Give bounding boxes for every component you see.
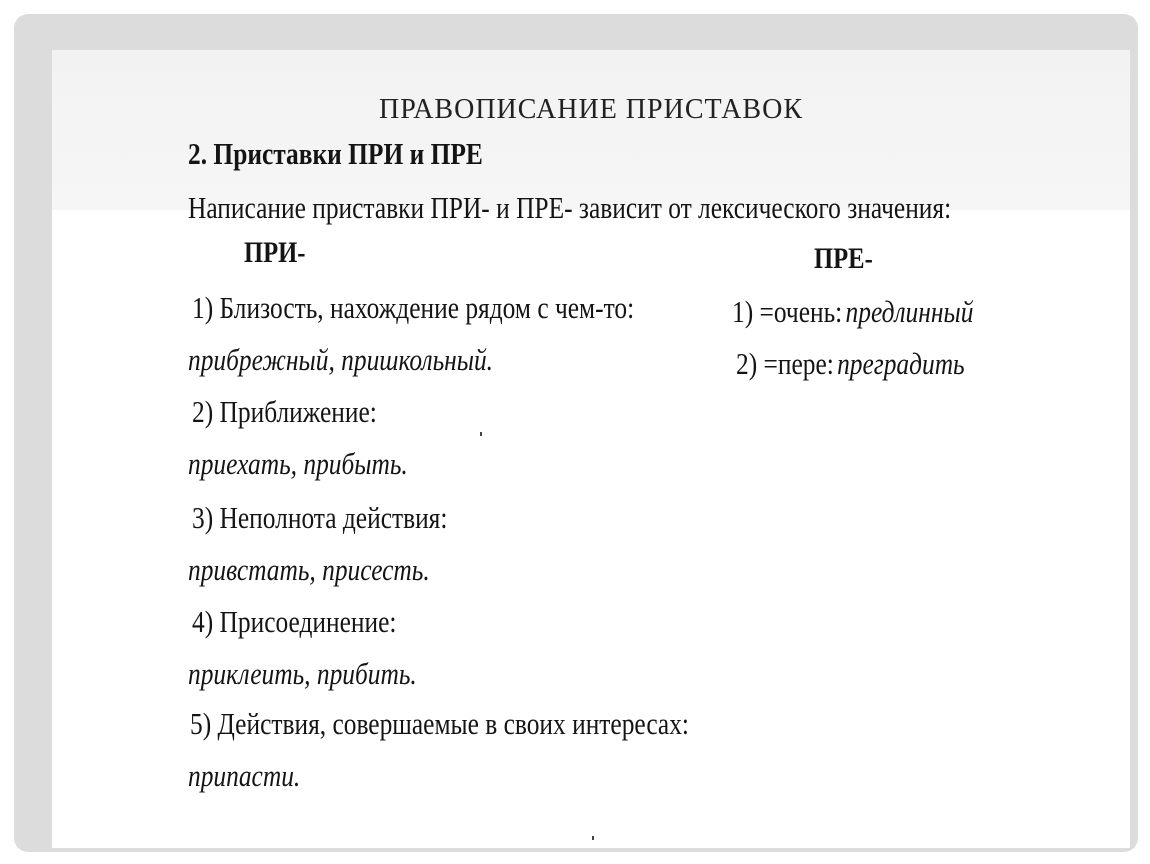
pre-item-2-label: 2) =пере: <box>736 346 834 381</box>
pri-header: ПРИ- <box>244 236 306 269</box>
slide-frame <box>14 14 1138 852</box>
pri-item-4-example: приклеить, прибить. <box>188 656 417 691</box>
title-band <box>52 50 1130 210</box>
pre-item-1-label: 1) =очень: <box>732 294 843 329</box>
pre-item-2-example: преградить <box>837 346 965 381</box>
pri-item-3-example: привстать, присесть. <box>188 552 430 587</box>
pri-item-4-label: 4) Присоединение: <box>192 604 397 639</box>
slide <box>52 50 1130 848</box>
scan-speck <box>592 836 594 840</box>
pri-item-3-label: 3) Неполнота действия: <box>192 500 448 535</box>
scan-speck <box>480 432 482 436</box>
slide-title: ПРАВОПИСАНИЕ ПРИСТАВОК <box>378 94 803 125</box>
section-heading: 2. Приставки ПРИ и ПРЕ <box>188 136 483 171</box>
pre-header: ПРЕ- <box>814 242 873 275</box>
pre-item-1 <box>732 294 973 330</box>
pre-item-1-example: предлинный <box>845 294 974 329</box>
pri-item-2-label: 2) Приближение: <box>192 394 377 429</box>
pri-item-2-example: приехать, прибыть. <box>188 446 408 481</box>
pri-item-1-example: прибрежный, пришкольный. <box>188 342 494 377</box>
pri-item-5-example: припасти. <box>188 758 301 793</box>
intro-text: Написание приставки ПРИ- и ПРЕ- зависит от лексического значения: <box>188 190 952 225</box>
pri-item-1-label: 1) Близость, нахождение рядом с чем-то: <box>192 290 635 325</box>
pre-item-2 <box>736 346 965 382</box>
pri-item-5-label: 5) Действия, совершаемые в своих интересах: <box>190 706 689 741</box>
